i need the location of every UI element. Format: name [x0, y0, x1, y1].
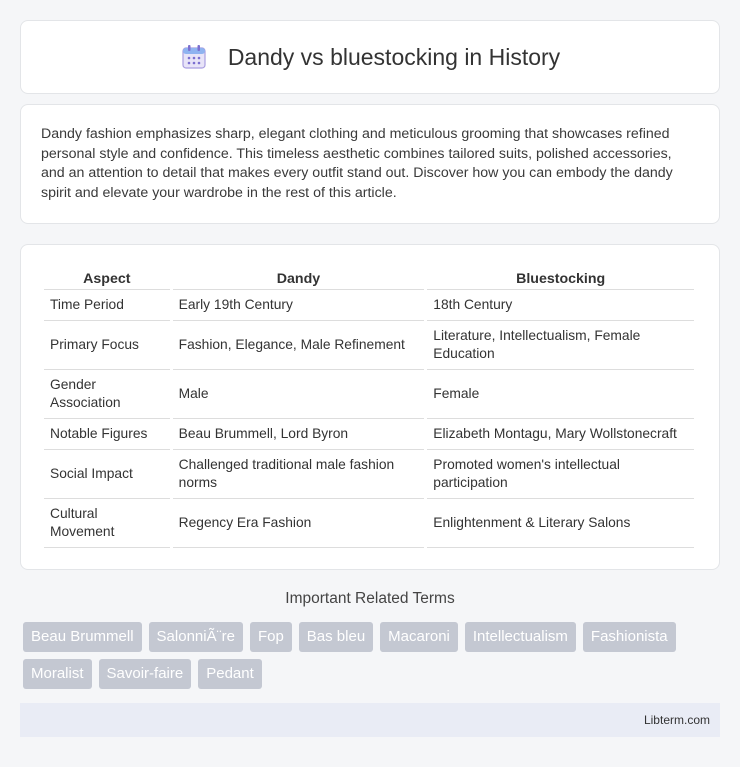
term-tag[interactable]: Intellectualism: [465, 622, 576, 652]
calendar-icon: [180, 43, 208, 71]
cell-bluestocking: Female: [427, 370, 694, 419]
cell-bluestocking: Elizabeth Montagu, Mary Wollstonecraft: [427, 419, 694, 450]
related-terms-list: [23, 622, 723, 696]
table-row: [44, 370, 694, 419]
cell-dandy: Challenged traditional male fashion norms: [173, 450, 425, 499]
cell-dandy: Regency Era Fashion: [173, 499, 425, 548]
cell-aspect: Gender Association: [44, 370, 170, 419]
table-row: [44, 290, 694, 321]
page-title: Dandy vs bluestocking in History: [227, 43, 561, 70]
term-tag[interactable]: Beau Brummell: [23, 622, 142, 652]
table-header-row: [44, 265, 694, 290]
term-tag[interactable]: Bas bleu: [299, 622, 373, 652]
cell-aspect: Time Period: [44, 290, 170, 321]
term-tag[interactable]: SalonniÃ¨re: [149, 622, 243, 652]
header-bluestocking: Bluestocking: [427, 265, 694, 290]
header-aspect: Aspect: [44, 265, 170, 290]
cell-dandy: Beau Brummell, Lord Byron: [173, 419, 425, 450]
cell-dandy: Fashion, Elegance, Male Refinement: [173, 321, 425, 370]
intro-text: Dandy fashion emphasizes sharp, elegant clothing and meticulous grooming that showcases refined personal style and confidence. This timeless aesthetic combines tailored suits, polished accessories, and an attention to detail that makes every outfit stand out. Discover how you can embody the dandy spirit and elevate your wardrobe in the rest of this article.: [41, 126, 673, 202]
cell-aspect: Primary Focus: [44, 321, 170, 370]
table-row: [44, 450, 694, 499]
cell-dandy: Early 19th Century: [173, 290, 425, 321]
term-tag[interactable]: Macaroni: [380, 622, 458, 652]
header-dandy: Dandy: [173, 265, 425, 290]
term-tag[interactable]: Fashionista: [583, 622, 676, 652]
table-row: [44, 321, 694, 370]
cell-dandy: Male: [173, 370, 425, 419]
cell-aspect: Social Impact: [44, 450, 170, 499]
term-tag[interactable]: Fop: [250, 622, 292, 652]
cell-bluestocking: Enlightenment & Literary Salons: [427, 499, 694, 548]
cell-bluestocking: Literature, Intellectualism, Female Education: [427, 321, 694, 370]
comparison-card: [20, 244, 720, 570]
related-terms-title: Important Related Terms: [285, 590, 455, 607]
cell-bluestocking: Promoted women's intellectual participation: [427, 450, 694, 499]
term-tag[interactable]: Savoir-faire: [99, 659, 192, 689]
footer: [20, 703, 720, 737]
intro-card: [20, 104, 720, 224]
comparison-table: [41, 265, 697, 548]
cell-bluestocking: 18th Century: [427, 290, 694, 321]
term-tag[interactable]: Moralist: [23, 659, 92, 689]
footer-site-link[interactable]: Libterm.com: [643, 713, 710, 727]
table-row: [44, 419, 694, 450]
title-card: [20, 20, 720, 94]
cell-aspect: Cultural Movement: [44, 499, 170, 548]
cell-aspect: Notable Figures: [44, 419, 170, 450]
term-tag[interactable]: Pedant: [198, 659, 262, 689]
table-row: [44, 499, 694, 548]
